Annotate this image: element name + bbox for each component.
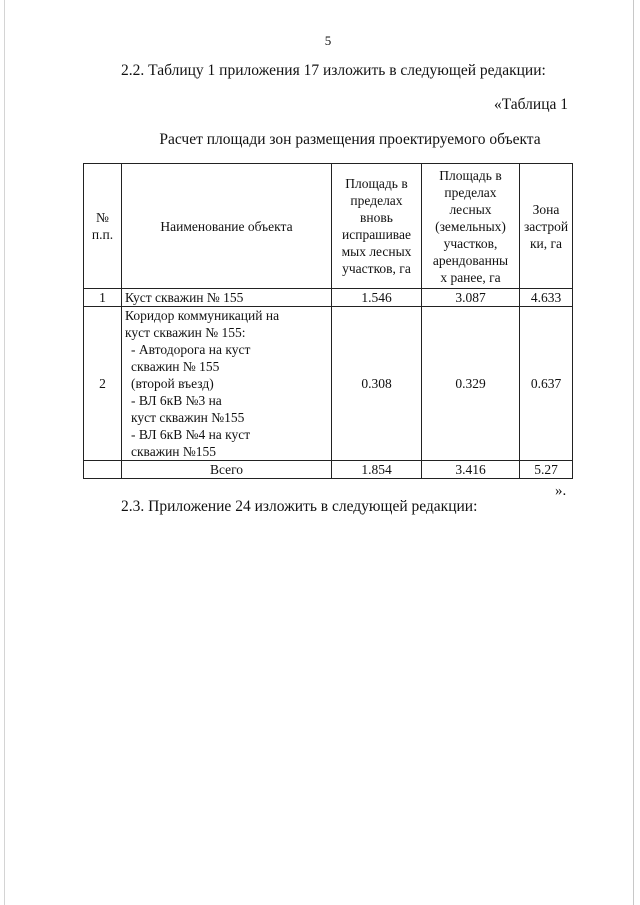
row-num: 2 xyxy=(84,307,122,461)
row-new-area: 1.546 xyxy=(332,289,422,307)
table-quote-close: ». xyxy=(555,483,567,499)
total-zone: 5.27 xyxy=(520,461,573,479)
total-label: Всего xyxy=(122,461,332,479)
total-num-empty xyxy=(84,461,122,479)
paragraph-2-2: 2.2. Таблицу 1 приложения 17 изложить в следующей редакции: xyxy=(121,62,546,79)
row-leased-area: 0.329 xyxy=(422,307,520,461)
row-num: 1 xyxy=(84,289,122,307)
page-number: 5 xyxy=(324,33,332,48)
paragraph-2-3: 2.3. Приложение 24 изложить в следующей редакции: xyxy=(121,498,478,515)
row-zone: 4.633 xyxy=(520,289,573,307)
row-zone: 0.637 xyxy=(520,307,573,461)
row-leased-area: 3.087 xyxy=(422,289,520,307)
row-name: Куст скважин № 155 xyxy=(122,289,332,307)
table-row xyxy=(84,307,573,461)
table-header-row xyxy=(84,164,573,289)
table-label: «Таблица 1 xyxy=(493,96,568,113)
table-row xyxy=(84,289,573,307)
row-name: Коридор коммуникаций на куст скважин № 155: - Автодорога на куст скважин № 155 (второй въезд) - ВЛ 6кВ №3 на куст скважин №155 - ВЛ 6кВ №4 на куст скважин №155 xyxy=(122,307,332,461)
header-num: № п.п. xyxy=(84,164,122,289)
area-table xyxy=(83,163,573,479)
header-zone: Зона застрой ки, га xyxy=(520,164,573,289)
header-leased-area: Площадь в пределах лесных (земельных) участков, арендованны х ранее, га xyxy=(422,164,520,289)
header-new-area: Площадь в пределах вновь испрашивае мых лесных участков, га xyxy=(332,164,422,289)
table-total-row xyxy=(84,461,573,479)
header-name: Наименование объекта xyxy=(122,164,332,289)
table-title: Расчет площади зон размещения проектируемого объекта xyxy=(159,131,541,148)
total-leased-area: 3.416 xyxy=(422,461,520,479)
total-new-area: 1.854 xyxy=(332,461,422,479)
row-new-area: 0.308 xyxy=(332,307,422,461)
